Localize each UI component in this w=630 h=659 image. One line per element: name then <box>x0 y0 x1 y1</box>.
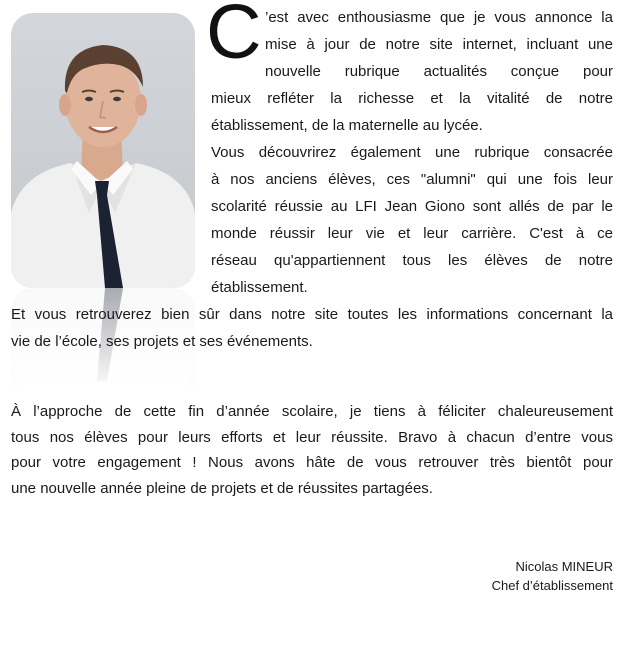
intro-paragraph <box>211 4 613 139</box>
text-line: À l’approche de cette fin d’année scolaire, je tiens à féliciter chaleureusement <box>11 403 613 420</box>
text-line: mise à jour de notre site internet, incluant une <box>265 36 613 53</box>
portrait-illustration <box>11 13 195 288</box>
text-line: tous nos élèves pour leurs efforts et leur réussite. Bravo à chacun d’entre vous <box>11 428 613 446</box>
alumni-paragraph <box>211 139 613 301</box>
text-line: établissement, de la maternelle au lycée. <box>211 117 483 134</box>
school-life-paragraph <box>11 301 613 355</box>
text-line: monde réussir leur vie et leur carrière. C'est à ce <box>211 225 613 242</box>
text-line: réseau qu'appartiennent tous les élèves de notre <box>211 252 613 269</box>
text-line: établissement. <box>211 279 308 296</box>
portrait-image <box>11 13 195 288</box>
text-line: nouvelle rubrique actualités conçue pour <box>265 63 613 80</box>
text-line: scolarité réussie au LFI Jean Giono sont allés de par le <box>211 198 613 215</box>
text-line: pour votre engagement ! Nous avons hâte de vous retrouver très bientôt pour <box>11 454 613 471</box>
text-line: mieux refléter la richesse et la vitalité de notre <box>211 90 613 107</box>
text-line: vie de l’école, ses projets et ses événements. <box>11 333 313 350</box>
principal-photo <box>11 13 195 288</box>
text-line: ’est avec enthousiasme que je vous annonce la <box>265 9 613 26</box>
text-line: une nouvelle année pleine de projets et de réussites partagées. <box>11 479 433 497</box>
signature-block <box>492 557 613 595</box>
text-line: Et vous retrouverez bien sûr dans notre site toutes les informations concernant la <box>11 306 613 323</box>
text-line: Vous découvrirez également une rubrique consacrée <box>211 144 613 161</box>
signatory-name: Nicolas MINEUR <box>515 559 613 574</box>
drop-cap-letter: C <box>206 0 262 75</box>
congratulations-paragraph <box>11 399 613 501</box>
text-line: à nos anciens élèves, ces "alumni" qui une fois leur <box>211 171 613 188</box>
signatory-title: Chef d’établissement <box>491 578 613 593</box>
